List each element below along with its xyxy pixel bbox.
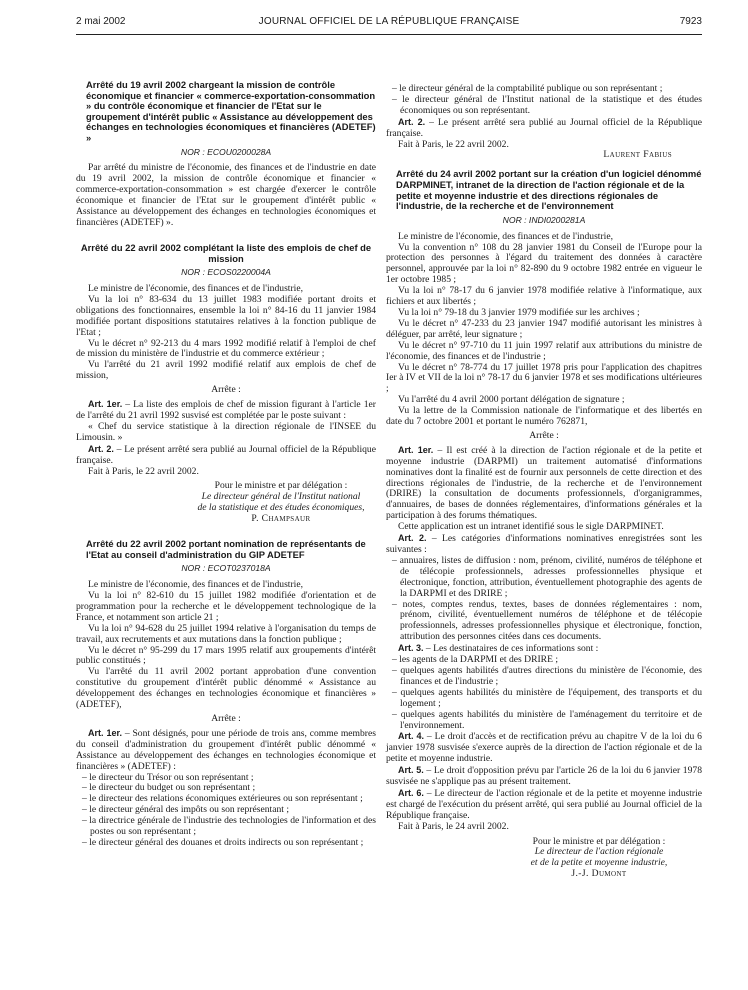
done-at: Fait à Paris, le 24 avril 2002. [398, 820, 509, 832]
arrete-label: Arrête : [211, 384, 241, 396]
paragraph: Cette application est un intranet identifié sous le sigle DARPMINET. [398, 521, 664, 533]
article-1: Art. 1er. – Sont désignés, pour une période de trois ans, comme membres du conseil d'administration du groupement d'intérêt public dénommé « Assistance au développement des échanges en technologies économique et financières » (ADETEF) : [76, 727, 376, 772]
page-number: 7923 [679, 16, 702, 27]
list-item: – annuaires, listes de diffusion : nom, prénom, civilité, numéros de téléphone et de télécopie professionnels, adresses professionnelles physique et électronique, fonction, attribution, éventuellement photographie des agents de la DARPMI et des DRIRE ; [392, 554, 702, 599]
paragraph: Vu la lettre de la Commission nationale de l'informatique et des libertés en date du 7 octobre 2001 et portant le numéro 762871, [386, 405, 702, 428]
list-item: – le directeur général de la comptabilité publique ou son représentant ; [392, 83, 663, 94]
list-item: – la directrice générale de l'industrie des technologies de l'information et des postes ou son représentant ; [82, 815, 376, 838]
article-1: Art. 1er. – La liste des emplois de chef de mission figurant à l'article 1er de l'arrêté du 21 avril 1992 susvisé est complétée par le poste suivant : [76, 399, 376, 421]
issue-date: 2 mai 2002 [76, 16, 126, 27]
arrete-label: Arrête : [529, 429, 559, 441]
paragraph: Vu la loi n° 78-17 du 6 janvier 1978 modifiée relative à l'informatique, aux fichiers et aux libertés ; [386, 285, 702, 308]
paragraph: Vu la loi n° 82-610 du 15 juillet 1982 modifiée d'orientation et de programmation pour la recherche et le développement technologique de la France, et notamment son article 21 ; [76, 590, 376, 623]
signatory-name: P. Champsaur [251, 513, 311, 525]
list-item: – quelques agents habilités d'autres directions du ministère de l'économie, des finances et de l'industrie ; [392, 664, 702, 687]
paragraph: Vu l'arrêté du 4 avril 2000 portant délégation de signature ; [398, 394, 625, 406]
right-column [386, 84, 702, 880]
paragraph: Vu le décret n° 97-710 du 11 juin 1997 relatif aux attributions du ministre de l'économie, des finances et de l'industrie ; [386, 339, 702, 362]
signature-line: Le directeur de l'action régionale [534, 846, 664, 858]
article-5: Art. 5. – Le droit d'opposition prévu par l'article 26 de la loi du 6 janvier 1978 susvisée ne s'applique pas au présent traitement. [386, 765, 702, 788]
decree-nor-2: NOR : ECOS0220004A [181, 267, 271, 278]
decree-title-3: Arrêté du 22 avril 2002 portant nomination de représentants de l'Etat au conseil d'administration du GIP ADETEF [86, 538, 366, 560]
signatory-name: Laurent Fabius [603, 149, 672, 161]
paragraph: Vu le décret n° 92-213 du 4 mars 1992 modifié relatif à l'emploi de chef de mission du ministère de l'industrie et du commerce extérieur ; [76, 337, 376, 360]
signature-line: de la statistique et des études économiques, [197, 502, 365, 514]
paragraph: Vu la loi n° 94-628 du 25 juillet 1994 relative à l'organisation du temps de travail, aux recrutements et aux mutations dans la fonction publique ; [76, 622, 376, 645]
list-item: – le directeur général des douanes et droits indirects ou son représentant ; [82, 836, 364, 848]
paragraph: Vu la loi n° 79-18 du 3 janvier 1979 modifiée sur les archives ; [398, 306, 640, 318]
paragraph: Le ministre de l'économie, des finances et de l'industrie, [88, 579, 303, 591]
paragraph: Vu le décret n° 95-299 du 17 mars 1995 relatif aux groupements d'intérêt public constitués ; [76, 644, 376, 667]
signatory-name: J.-J. Dumont [571, 868, 627, 880]
list-item: – quelques agents habilités du ministère de l'aménagement du territoire et de l'environnement. [392, 708, 702, 731]
signature-line: Le directeur général de l'Institut national [201, 491, 361, 503]
paragraph: Vu le décret n° 78-774 du 17 juillet 1978 pris pour l'application des chapitres Ier à IV et VII de la loi n° 78-17 du 6 janvier 1978 et ses modifications ultérieures ; [386, 361, 702, 395]
decree-nor-4: NOR : INDI0200281A [502, 214, 586, 225]
list-item: – le directeur général de l'Institut national de la statistique et des études économiques ou son représentant. [392, 93, 702, 116]
signature-line: et de la petite et moyenne industrie, [530, 857, 668, 869]
done-at: Fait à Paris, le 22 avril 2002. [398, 138, 509, 150]
arrete-label: Arrête : [211, 713, 241, 724]
article-2: Art. 2. – Les catégories d'informations nominatives enregistrées sont les suivantes : [386, 533, 702, 555]
paragraph: Vu la loi n° 83-634 du 13 juillet 1983 modifiée portant droits et obligations des fonctionnaires, ensemble la loi n° 84-16 du 11 janvier 1984 modifiée portant dispositions statutaires relatives à la fonction publique de l'Etat ; [76, 293, 376, 338]
decree-title-2: Arrêté du 22 avril 2002 complétant la liste des emplois de chef de mission [80, 241, 372, 264]
decree-body-1: Par arrêté du ministre de l'économie, des finances et de l'industrie en date du 19 avril 2002, la mission de contrôle économique et financier « commerce-exportation-consommation » est chargée d'exercer le contrôle économique et financier de l'Etat sur le groupement d'intérêt public « Assistance au développement des échanges en technologies économiques et financières (ADETEF) ». [76, 162, 376, 228]
article-2: Art. 2. – Le présent arrêté sera publié au Journal officiel de la République française. [76, 443, 376, 466]
list-item: – les agents de la DARPMI et des DRIRE ; [392, 654, 559, 666]
journal-title: JOURNAL OFFICIEL DE LA RÉPUBLIQUE FRANÇAISE [258, 16, 520, 27]
header-rule [76, 34, 702, 35]
decree-nor-1: NOR : ECOU0200028A [180, 146, 272, 157]
decree-title-1: Arrêté du 19 avril 2002 chargeant la mission de contrôle économique et financier « commerce-exportation-consommation » du contrôle économique et financier de l'Etat sur le groupement d'intérêt public « Assistance au développement des échanges en technologies économiques et financières (ADETEF) » [86, 79, 376, 143]
decree-nor-3: NOR : ECOT0237018A [181, 563, 271, 574]
article-3: Art. 3. – Les destinataires de ces informations sont : [398, 643, 599, 655]
list-item: – le directeur des relations économiques extérieures ou son représentant ; [82, 793, 363, 805]
list-item: – quelques agents habilités du ministère de l'équipement, des transports et du logement ; [392, 686, 702, 709]
paragraph: Vu la convention n° 108 du 28 janvier 1981 du Conseil de l'Europe pour la protection des personnes à l'égard du traitement des données à caractère personnel, approuvée par la loi n° 82-890 du 9 octobre 1982 entrée en vigueur le 1er octobre 1985 ; [386, 241, 702, 286]
article-6: Art. 6. – Le directeur de l'action régionale et de la petite et moyenne industrie est chargé de l'exécution du présent arrêté, qui sera publié au Journal officiel de la République française. [386, 787, 703, 821]
left-column [76, 80, 376, 849]
paragraph: Le ministre de l'économie, des finances et de l'industrie, [398, 230, 613, 242]
list-item: – le directeur général des impôts ou son représentant ; [82, 804, 289, 816]
paragraph: Le ministre de l'économie, des finances et de l'industrie, [88, 283, 303, 294]
signature-line: Pour le ministre et par délégation : [214, 480, 348, 492]
paragraph: Vu l'arrêté du 21 avril 1992 modifié relatif aux emplois de chef de mission, [76, 359, 376, 382]
article-1: Art. 1er. – Il est créé à la direction de l'action régionale et de la petite et moyenne industrie (DARPMI) un traitement automatisé d'informations nominatives dont la finalité est de fournir aux personnels de cette direction et des directions régionales de l'industrie, de la recherche et de l'environnement (DRIRE) la consultation de documents professionnels, d'organigrammes, d'annuaires, de bases de données réglementaires, d'informations générales et la participation à des forums thématiques. [386, 444, 702, 522]
list-item: – notes, comptes rendus, textes, bases de données réglementaires : nom, prénom, civilité, éventuellement numéros de téléphone et de télécopie professionnels, adresses professionnelles physique et électronique, fonction, attribution des personnes citées dans ces documents. [392, 598, 702, 643]
article-quote: « Chef du service statistique à la direction régionale de l'INSEE du Limousin. » [76, 420, 376, 443]
paragraph: Vu l'arrêté du 11 avril 2002 portant approbation d'une convention constitutive du groupement d'intérêt public dénommé « Assistance au développement des échanges en technologies économique et financières » (ADETEF), [76, 666, 376, 711]
page-header [76, 16, 702, 30]
list-item: – le directeur du Trésor ou son représentant ; [82, 771, 254, 783]
article-2: Art. 2. – Le présent arrêté sera publié au Journal officiel de la République française. [386, 116, 702, 139]
list-item: – le directeur du budget ou son représentant ; [82, 782, 256, 794]
paragraph: Vu le décret n° 47-233 du 23 janvier 1947 modifié autorisant les ministres à déléguer, par arrêté, leur signature ; [386, 317, 702, 340]
signature-line: Pour le ministre et par délégation : [532, 835, 666, 847]
article-4: Art. 4. – Le droit d'accès et de rectification prévu au chapitre V de la loi du 6 janvier 1978 susvisée s'exerce auprès de la direction de l'action régionale et de la petite et moyenne industrie. [386, 731, 702, 765]
decree-title-4: Arrêté du 24 avril 2002 portant sur la création d'un logiciel dénommé DARPMINET, intranet de la direction de l'action régionale et de la petite et moyenne industrie et des directions régionales de l'industrie, de la recherche et de l'environnement [396, 168, 702, 212]
done-at: Fait à Paris, le 22 avril 2002. [88, 465, 199, 477]
